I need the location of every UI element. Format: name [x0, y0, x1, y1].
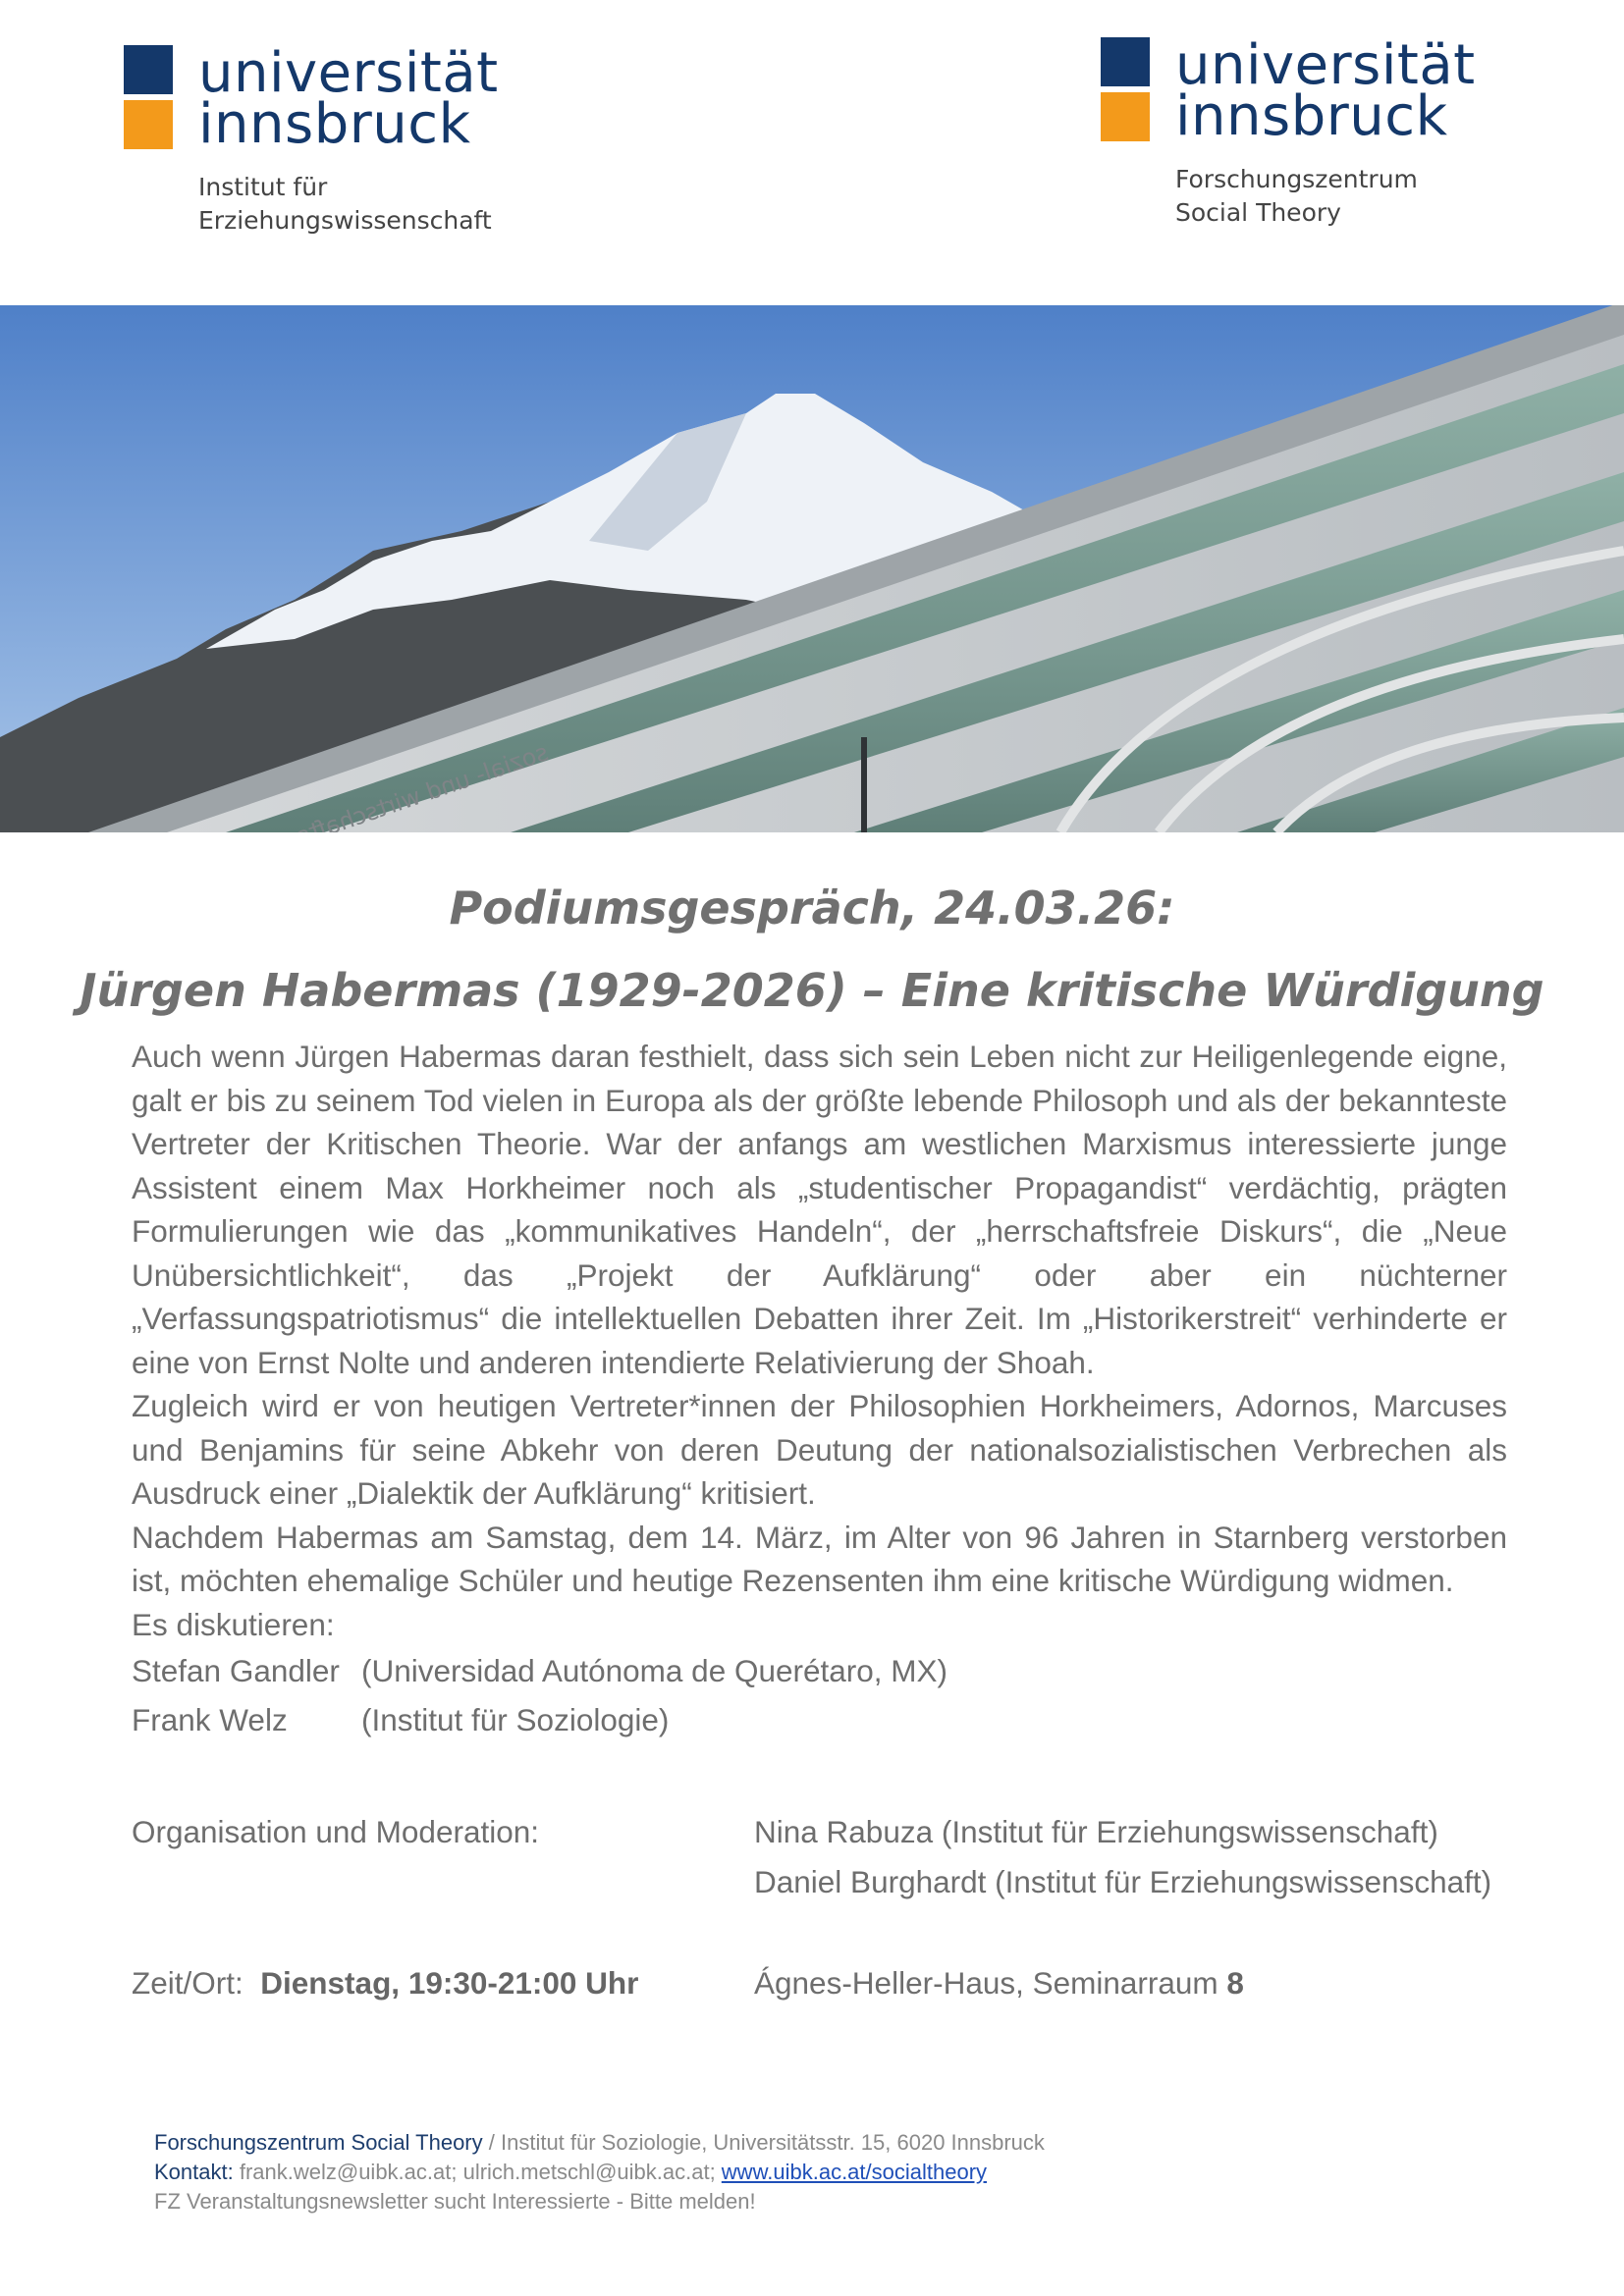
organisation-label: Organisation und Moderation: [132, 1814, 540, 1849]
time-value: Dienstag, 19:30-21:00 Uhr [260, 1965, 639, 2001]
organiser-name: Daniel Burghardt (Institut für Erziehungswissenschaft) [754, 1864, 1492, 1899]
logo-wordmark-line1: universität [198, 41, 499, 105]
footer [154, 2128, 1045, 2216]
logo-subtitle [198, 171, 492, 238]
place [754, 1963, 1244, 2002]
organiser-name: Nina Rabuza (Institut für Erziehungswissenschaft) [754, 1814, 1438, 1849]
logo-square-orange [1101, 92, 1150, 141]
logo-subtitle [1175, 163, 1418, 230]
footer-newsletter-note: FZ Veranstaltungsnewsletter sucht Interessierte - Bitte melden! [154, 2189, 756, 2214]
discussants-intro: Es diskutieren: [132, 1606, 335, 1642]
logo-institut-erziehungswissenschaft [124, 41, 556, 241]
time-label: Zeit/Ort: [132, 1965, 244, 2001]
footer-contact-label: Kontakt: [154, 2160, 234, 2184]
banner-photo [0, 305, 1624, 832]
place-value: Ágnes-Heller-Haus, Seminarraum [754, 1965, 1227, 2001]
footer-address-line [154, 2128, 1045, 2158]
panelist-affiliation: (Universidad Autónoma de Querétaro, MX) [361, 1653, 948, 1688]
description-paragraph: Auch wenn Jürgen Habermas daran festhielt, dass sich sein Leben nicht zur Heiligenlegende eigne, galt er bis zu seinem Tod vielen in Europa als der größte lebende Philosoph und als der bekannteste Vertreter der Kritischen Theorie. War der anfangs am westlichen Marxismus interessierte junge Assistent einem Max Horkheimer noch als „studentischer Propagandist“ verdächtig, prägten Formulierungen wie das „kommunikatives Handeln“, der „herrschaftsfreie Diskurs“, die „Neue Unübersichtlichkeit“, das „Projekt der Aufklärung“ oder aber ein nüchterner „Verfassungspatriotismus“ die intellektuellen Debatten ihrer Zeit. Im „Historikerstreit“ verhinderte er eine von Ernst Nolte und anderen intendierte Relativierung der Shoah. [132, 1039, 1507, 1380]
footer-contact-emails: frank.welz@uibk.ac.at; ulrich.metschl@uibk.ac.at; [233, 2160, 722, 2184]
panelist-name: Frank Welz [132, 1702, 288, 1737]
panelist-name: Stefan Gandler [132, 1653, 340, 1688]
footer-contact-line [154, 2158, 1045, 2187]
logo-wordmark-line2: innsbruck [198, 92, 471, 156]
logo-subtitle-line2: Erziehungswissenschaft [198, 206, 492, 235]
logo-subtitle-line2: Social Theory [1175, 198, 1341, 227]
logo-wordmark-line2: innsbruck [1175, 84, 1448, 148]
facade-lettering: sozial- und [422, 738, 552, 806]
description-paragraph: Nachdem Habermas am Samstag, dem 14. März, im Alter von 96 Jahren in Starnberg verstorben ist, möchten ehemalige Schüler und heutige Rezensenten ihm eine kritische Würdigung widmen. [132, 1519, 1507, 1598]
place-room: 8 [1226, 1965, 1244, 2001]
description-paragraph: Zugleich wird er von heutigen Vertreter*innen der Philosophien Horkheimers, Adornos, Marcuses und Benjamins für seine Abkehr von deren Deutung der nationalsozialistischen Verbrechen als Ausdruck einer „Dialektik der Aufklärung“ kritisiert. [132, 1388, 1507, 1511]
footer-org-name: Forschungszentrum Social Theory [154, 2130, 483, 2155]
footer-website-link[interactable]: www.uibk.ac.at/socialtheory [721, 2160, 988, 2184]
footer-org-address: / Institut für Soziologie, Universitätsstr. 15, 6020 Innsbruck [482, 2130, 1045, 2155]
event-description [132, 1035, 1507, 1646]
time-place [132, 1963, 638, 2002]
logo-wordmark-line1: universität [1175, 33, 1476, 97]
logo-square-orange [124, 100, 173, 149]
logo-subtitle-line1: Institut für [198, 173, 328, 201]
event-subtitle: Jürgen Habermas (1929-2026) – Eine kritische Würdigung [80, 964, 1544, 1017]
event-title: Podiumsgespräch, 24.03.26: [449, 881, 1175, 934]
logo-square-blue [1101, 37, 1150, 86]
logo-subtitle-line1: Forschungszentrum [1175, 165, 1418, 193]
logo-square-blue [124, 45, 173, 94]
panelist-affiliation: (Institut für Soziologie) [361, 1702, 670, 1737]
logo-forschungszentrum-social-theory [1101, 33, 1533, 234]
